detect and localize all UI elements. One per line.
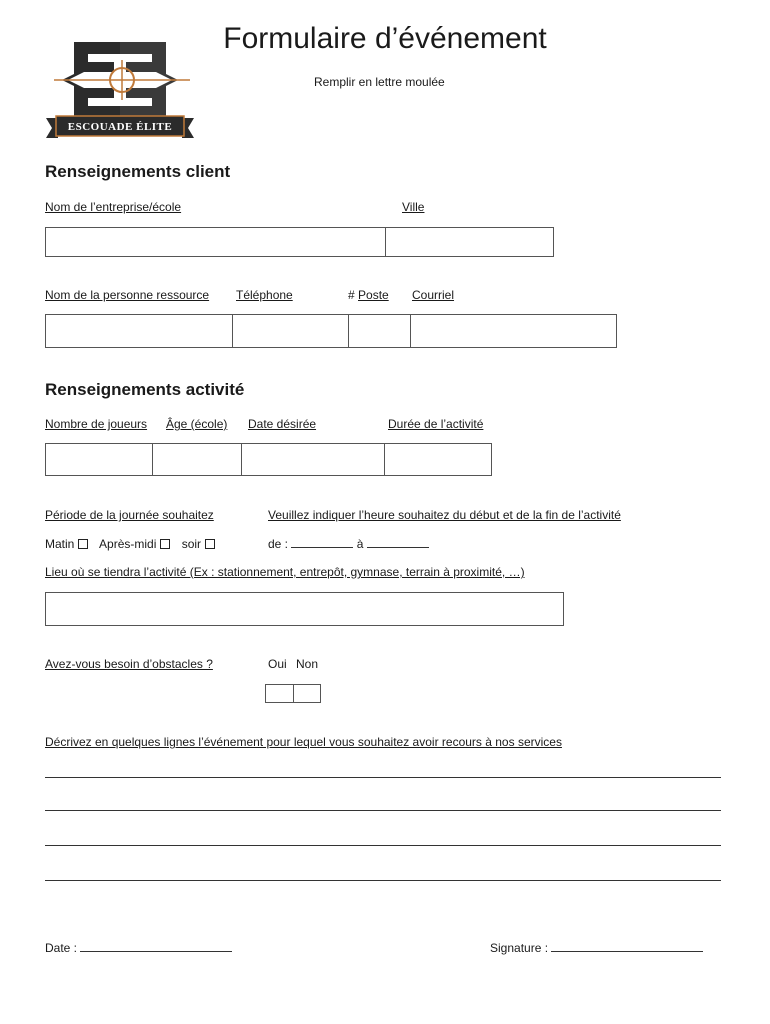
contact-label: Nom de la personne ressource <box>45 288 210 302</box>
section-heading-activity: Renseignements activité <box>45 380 245 399</box>
location-input[interactable] <box>45 592 564 626</box>
time-label: Veuillez indiquer l’heure souhaitez du début et de la fin de l’activité <box>268 508 621 522</box>
morning-label: Matin <box>45 537 75 551</box>
evening-label: soir <box>181 537 202 551</box>
period-options <box>45 537 223 551</box>
evening-checkbox[interactable] <box>205 539 215 549</box>
ext-label: Poste <box>358 288 389 302</box>
location-label: Lieu où se tiendra l’activité (Ex : stationnement, entrepôt, gymnase, terrain à proximité, …) <box>45 565 525 579</box>
yes-label: Oui <box>268 657 287 671</box>
date-signature-field <box>45 941 232 955</box>
describe-label: Décrivez en quelques lignes l’événement pour lequel vous souhaitez avoir recours à nos services <box>45 735 562 749</box>
afternoon-label: Après-midi <box>99 537 157 551</box>
morning-checkbox[interactable] <box>78 539 88 549</box>
time-from-label: de : <box>268 537 289 551</box>
afternoon-checkbox[interactable] <box>160 539 170 549</box>
section-heading-client: Renseignements client <box>45 162 231 181</box>
company-label: Nom de l’entreprise/école <box>45 200 182 214</box>
obstacles-no-checkbox[interactable] <box>293 684 321 703</box>
time-to-field[interactable] <box>367 537 429 548</box>
players-input[interactable] <box>45 443 153 476</box>
city-input[interactable] <box>385 227 554 257</box>
signature-field <box>490 941 703 955</box>
duration-label: Durée de l’activité <box>388 417 484 431</box>
description-line-2[interactable] <box>45 810 721 811</box>
no-label: Non <box>296 657 319 671</box>
ext-prefix: # <box>348 288 359 302</box>
obstacles-yes-checkbox[interactable] <box>265 684 294 703</box>
ext-input[interactable] <box>348 314 411 348</box>
email-label: Courriel <box>412 288 455 302</box>
date-label: Date désirée <box>248 417 317 431</box>
footer-signature-label: Signature : <box>490 941 549 955</box>
company-input[interactable] <box>45 227 386 257</box>
ext-label-group <box>348 288 389 302</box>
page-title: Formulaire d’événement <box>223 22 547 55</box>
footer-signature-line[interactable] <box>551 941 703 952</box>
date-input[interactable] <box>241 443 385 476</box>
description-line-3[interactable] <box>45 845 721 846</box>
players-label: Nombre de joueurs <box>45 417 148 431</box>
description-line-1[interactable] <box>45 777 721 778</box>
period-label: Période de la journée souhaitez <box>45 508 214 522</box>
time-range <box>268 537 429 551</box>
contact-input[interactable] <box>45 314 233 348</box>
description-line-4[interactable] <box>45 880 721 881</box>
duration-input[interactable] <box>384 443 492 476</box>
phone-label: Téléphone <box>236 288 293 302</box>
page-subtitle: Remplir en lettre moulée <box>314 75 445 89</box>
time-to-label: à <box>356 537 364 551</box>
time-from-field[interactable] <box>291 537 353 548</box>
footer-date-line[interactable] <box>80 941 232 952</box>
city-label: Ville <box>402 200 425 214</box>
email-input[interactable] <box>410 314 617 348</box>
age-input[interactable] <box>152 443 242 476</box>
footer-date-label: Date : <box>45 941 78 955</box>
obstacles-label: Avez-vous besoin d’obstacles ? <box>45 657 213 671</box>
age-label: Âge (école) <box>166 417 228 431</box>
logo-text: ESCOUADE ÉLITE <box>67 121 173 133</box>
phone-input[interactable] <box>232 314 349 348</box>
